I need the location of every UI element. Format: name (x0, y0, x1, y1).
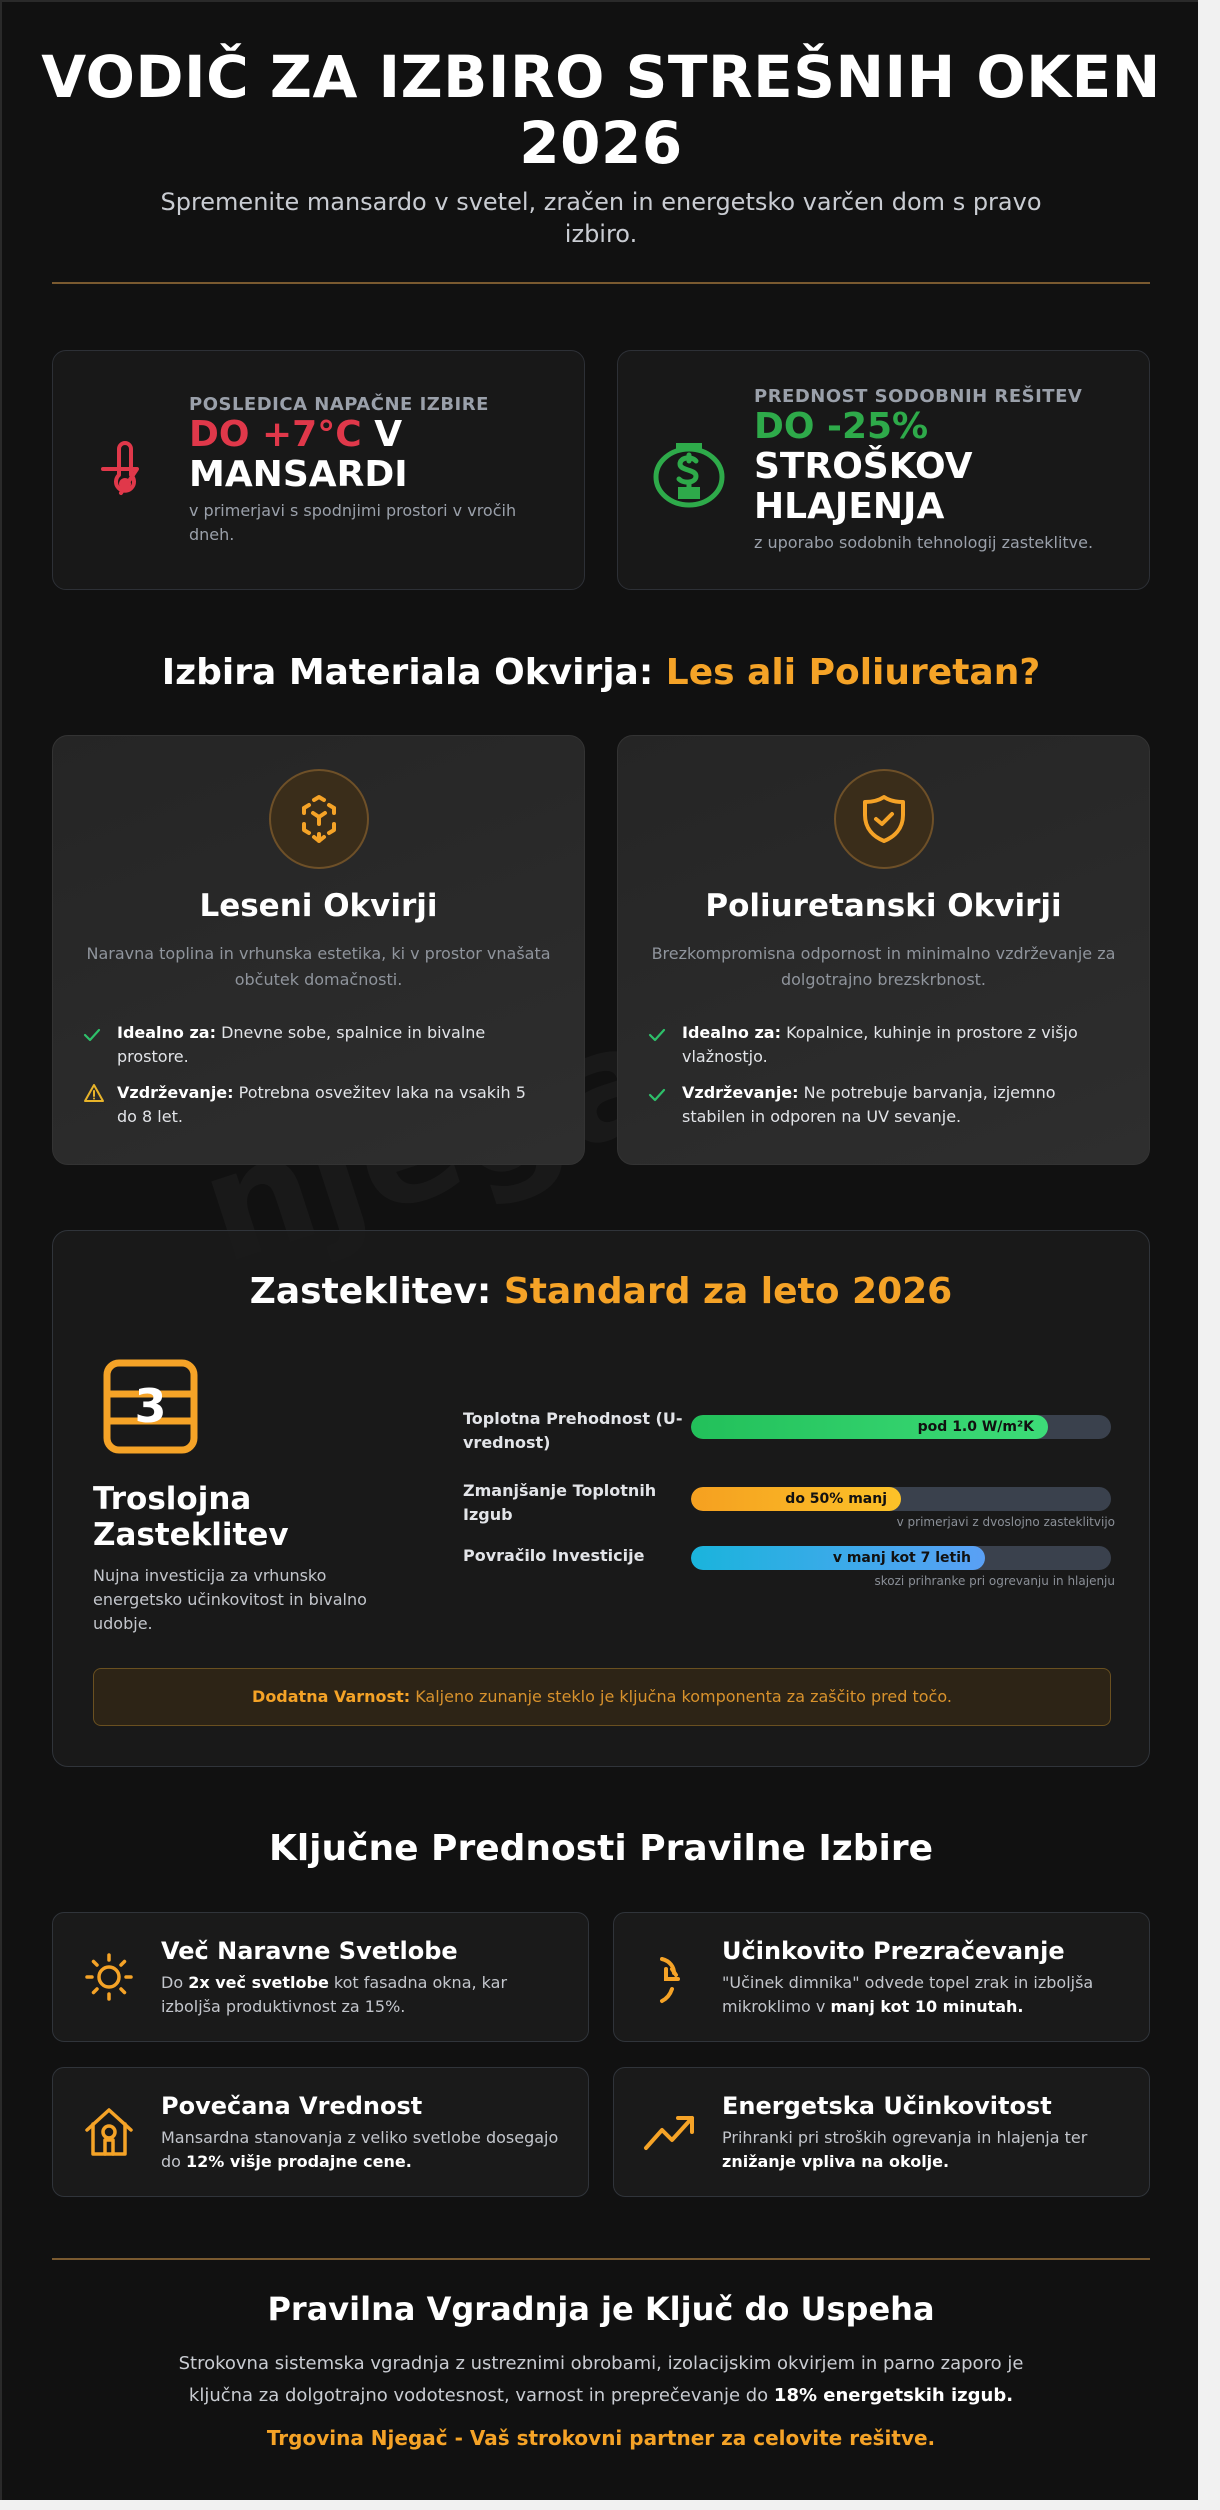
metric-note: skozi prihranke pri ogrevanju in hlajenju (874, 1574, 1115, 1588)
progress-fill: do 50% manj (691, 1487, 901, 1511)
page-subtitle: Spremenite mansardo v svetel, zračen in energetsko varčen dom s pravo izbiro. (160, 188, 1042, 248)
footer-tagline: Trgovina Njegač - Vaš strokovni partner za celovite rešitve. (266, 2426, 936, 2450)
glazing-heading: Zasteklitev: Standard za leto 2026 (249, 1271, 953, 1312)
stat-value: STROŠKOV HLAJENJA (754, 445, 973, 527)
benefit-card-value (52, 2067, 589, 2197)
money-savings-icon (652, 441, 726, 509)
stat-value: DO +7°C V MANSARDI (189, 413, 408, 495)
stat-card-temperature (52, 350, 585, 590)
sun-icon (81, 1949, 137, 2005)
progress-bar (691, 1487, 1111, 1511)
material-description: Brezkompromisna odpornost in minimalno vzdrževanje za dolgotrajno brezskrbnost. (651, 944, 1116, 989)
material-features (648, 1021, 1109, 1141)
feature-item: Vzdrževanje: Ne potrebuje barvanja, izjemno stabilen in odporen na UV sevanje. (648, 1081, 1109, 1129)
footer-text: Strokovna sistemska vgradnja z ustreznimi obrobami, izolacijskim okvirjem in parno zaporo je ključna za dolgotrajno vodotesnost, varnost in preprečevanje do 18% energetskih izgub. (178, 2353, 1024, 2406)
stat-description: z uporabo sodobnih tehnologij zasteklitve. (754, 532, 1094, 552)
footer-heading: Pravilna Vgradnja je Ključ do Uspeha (267, 2290, 935, 2328)
material-title: Poliuretanski Okvirji (705, 888, 1062, 924)
benefits-heading: Ključne Prednosti Pravilne Izbire (268, 1828, 934, 1869)
metric-note: v primerjavi z dvoslojno zasteklitvijo (896, 1515, 1115, 1529)
benefit-description: Do 2x več svetlobe kot fasadna okna, kar izboljša produktivnost za 15%. (161, 1973, 508, 2016)
shield-check-icon (859, 793, 909, 845)
benefit-card-light (52, 1912, 589, 2042)
material-features (83, 1021, 544, 1141)
page-title (2, 44, 1198, 176)
stat-highlight: DO -25% (754, 405, 929, 447)
materials-heading: Izbira Materiala Okvirja: Les ali Poliuretan? (161, 652, 1041, 693)
progress-bar (691, 1546, 1111, 1570)
material-card-polyurethane (617, 735, 1150, 1165)
house-icon (81, 2104, 137, 2160)
benefit-title: Več Naravne Svetlobe (161, 1937, 458, 1965)
divider (52, 2258, 1150, 2260)
warning-icon (83, 1083, 105, 1103)
benefit-title: Energetska Učinkovitost (722, 2092, 1052, 2120)
check-icon (648, 1027, 666, 1043)
benefit-card-ventilation (613, 1912, 1150, 2042)
thermometer-icon (93, 441, 153, 501)
title-line-1: VODIČ ZA IZBIRO STREŠNIH OKEN (41, 43, 1161, 111)
safety-note: Dodatna Varnost: Kaljeno zunanje steklo je ključna komponenta za zaščito pred točo. (93, 1668, 1111, 1726)
progress-fill: v manj kot 7 letih (691, 1546, 985, 1570)
benefit-description: "Učinek dimnika" odvede topel zrak in izboljša mikroklimo v manj kot 10 minutah. (722, 1973, 1094, 2016)
glazing-card: Zasteklitev: Standard za leto 2026 3 Troslojna Zasteklitev Nujna investicija za vrhunsko energetsko učinkovitost in bivalno udobje. Toplotna Prehodnost (U-vrednost) pod 1.0 W/m²K Zmanjšanje Toplotnih Izgub do 50% manj v primerjavi z dvoslojno zasteklitvijo Povračilo Investicije v manj kot 7 letih skozi prihranke pri ogrevanju in hlajenju Dodatna Varnost: Kaljeno zunanje steklo je ključna komponenta za zaščito pred točo. (52, 1230, 1150, 1767)
icon-badge (834, 769, 934, 869)
benefit-description: Prihranki pri stroških ogrevanja in hlajenja ter znižanje vpliva na okolje. (722, 2128, 1088, 2171)
wind-icon (642, 1949, 698, 2005)
benefit-description: Mansardna stanovanja z veliko svetlobe dosegajo do 12% višje prodajne cene. (161, 2128, 559, 2171)
check-icon (648, 1087, 666, 1103)
material-card-wood (52, 735, 585, 1165)
feature-item: Vzdrževanje: Potrebna osvežitev laka na vsakih 5 do 8 let. (83, 1081, 544, 1129)
feature-item: Idealno za: Kopalnice, kuhinje in prostore z višjo vlažnostjo. (648, 1021, 1109, 1069)
feature-item: Idealno za: Dnevne sobe, spalnice in bivalne prostore. (83, 1021, 544, 1069)
divider (52, 282, 1150, 284)
benefit-title: Učinkovito Prezračevanje (722, 1937, 1065, 1965)
stat-description: v primerjavi s spodnjimi prostori v vročih dneh. (189, 500, 517, 544)
progress-fill: pod 1.0 W/m²K (691, 1415, 1048, 1439)
trending-up-icon (642, 2104, 698, 2160)
stat-label: PREDNOST SODOBNIH REŠITEV (754, 385, 1083, 407)
benefit-title: Povečana Vrednost (161, 2092, 423, 2120)
glazing-layers-number: 3 (134, 1379, 167, 1433)
glazing-description: Nujna investicija za vrhunsko energetsko učinkovitost in bivalno udobje. (93, 1566, 367, 1633)
title-line-2: 2026 (519, 109, 683, 177)
progress-bar (691, 1415, 1111, 1439)
benefit-card-efficiency (613, 2067, 1150, 2197)
stat-label: POSLEDICA NAPAČNE IZBIRE (189, 393, 489, 415)
stat-card-cooling (617, 350, 1150, 590)
material-title: Leseni Okvirji (199, 888, 438, 924)
glazing-title: Troslojna Zasteklitev (93, 1481, 289, 1553)
icon-badge (269, 769, 369, 869)
cube-wood-icon (294, 794, 344, 844)
material-description: Naravna toplina in vrhunska estetika, ki v prostor vnašata občutek domačnosti. (86, 944, 551, 989)
check-icon (83, 1027, 101, 1043)
